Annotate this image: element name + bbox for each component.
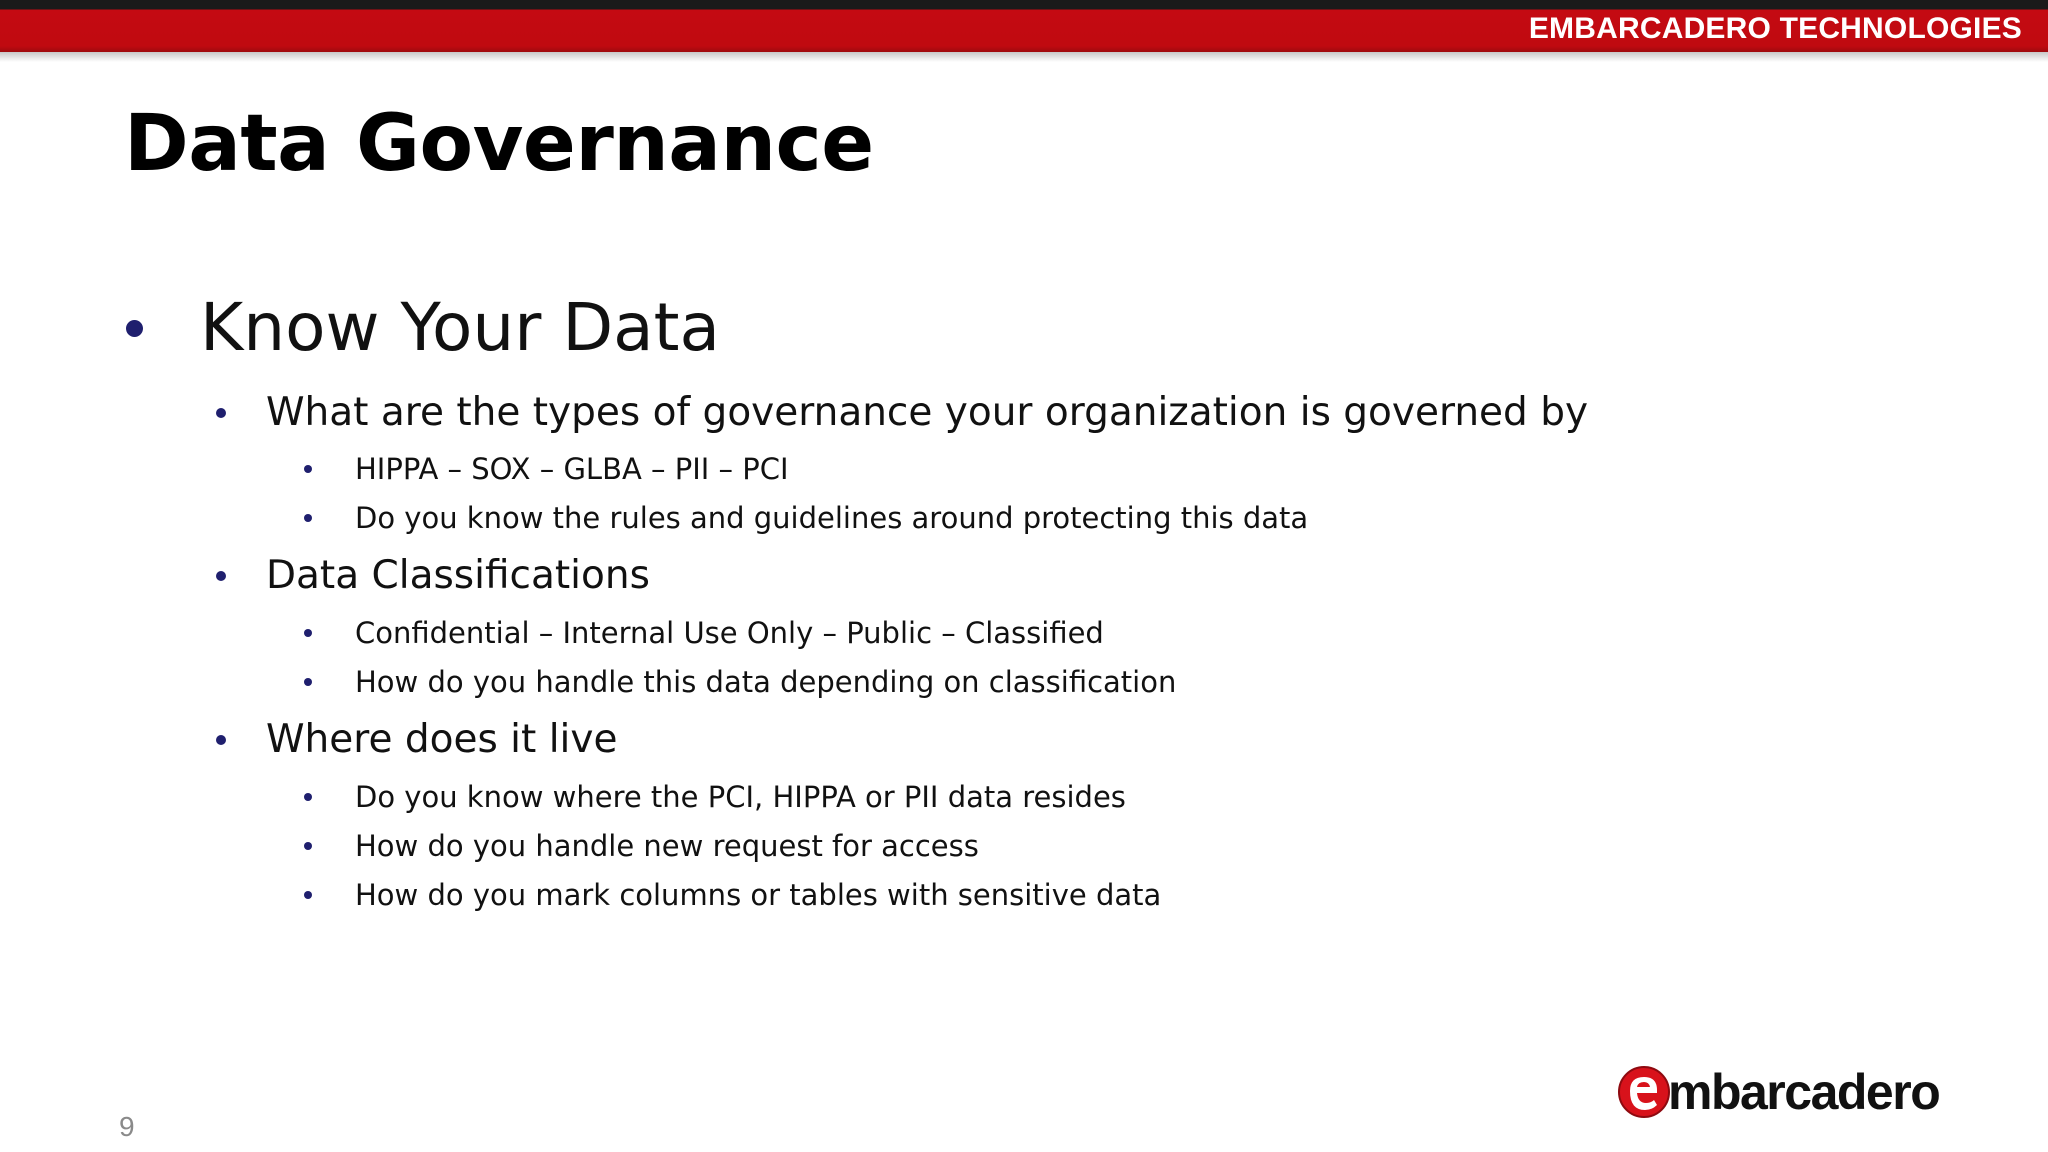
bullet-dot: [216, 408, 226, 418]
slide-title: Data Governance: [124, 99, 874, 189]
embarcadero-logo-text: mbarcadero: [1668, 1064, 1940, 1120]
bullet-dot: [216, 571, 226, 581]
bullet-dot: [126, 320, 143, 337]
header-brand-text: EMBARCADERO TECHNOLOGIES: [1528, 12, 2022, 45]
bullet-level3-classification-levels: Confidential – Internal Use Only – Public – Classified: [355, 616, 1104, 650]
bullet-dot: [304, 842, 312, 850]
page-number: 9: [119, 1111, 135, 1142]
bullet-dot: [304, 514, 312, 522]
bullet-level3-access-requests: How do you handle new request for access: [355, 829, 979, 863]
bullet-level3-data-location: Do you know where the PCI, HIPPA or PII data resides: [355, 780, 1126, 814]
bullet-level3-regulations: HIPPA – SOX – GLBA – PII – PCI: [355, 452, 789, 486]
header-bar-shadow: [0, 52, 2048, 62]
bullet-level3-handle-by-classification: How do you handle this data depending on classification: [355, 665, 1177, 699]
embarcadero-logo: [1618, 1060, 1998, 1120]
bullet-dot: [304, 629, 312, 637]
bullet-level3-mark-sensitive-data: How do you mark columns or tables with sensitive data: [355, 878, 1162, 912]
bullet-dot: [304, 465, 312, 473]
embarcadero-logo-e-icon: [1619, 1067, 1669, 1117]
bullet-dot: [304, 891, 312, 899]
bullet-level1-know-your-data: Know Your Data: [200, 289, 720, 366]
bullet-level2-governance-types: What are the types of governance your organization is governed by: [266, 390, 1589, 435]
bullet-dot: [304, 678, 312, 686]
bullet-dot: [304, 793, 312, 801]
bullet-dot: [216, 735, 226, 745]
bullet-level2-where-does-it-live: Where does it live: [266, 717, 618, 762]
bullet-level3-rules-guidelines: Do you know the rules and guidelines around protecting this data: [355, 501, 1309, 535]
bullet-level2-data-classifications: Data Classifications: [266, 553, 650, 598]
